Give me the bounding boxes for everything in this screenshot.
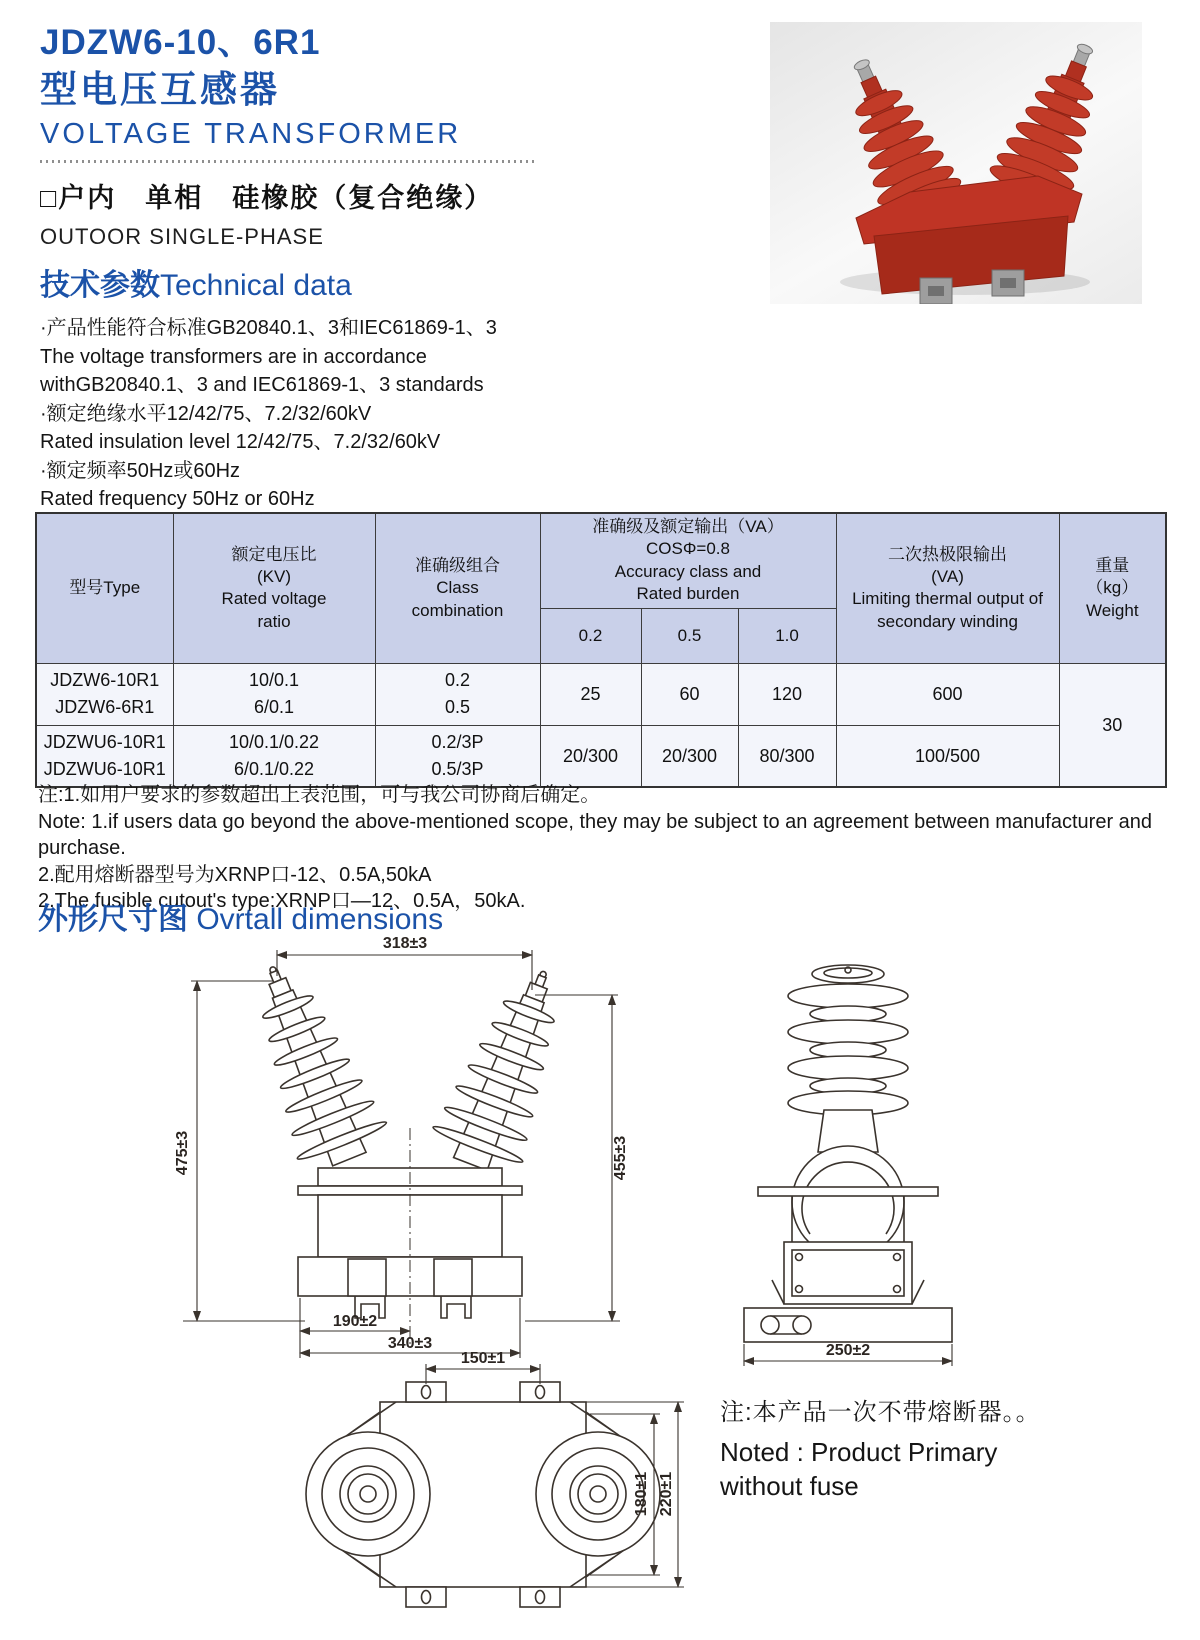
dim-front-height-left: 475±3	[174, 1130, 191, 1176]
col-header-burden-02: 0.2	[540, 608, 641, 663]
product-type-line-zh: □户内 单相 硅橡胶（复合绝缘）	[40, 182, 494, 213]
dim-front-height-right: 455±3	[612, 1135, 629, 1181]
note-line: 2.配用熔断器型号为XRNP口-12、0.5A,50kA	[38, 863, 432, 886]
tech-line: ·产品性能符合标准GB20840.1、3和IEC61869-1、3	[40, 317, 497, 339]
dimensions-heading-zh: 外形尺寸图	[38, 903, 188, 936]
product-type-line-en: OUTOOR SINGLE-PHASE	[40, 223, 324, 249]
top-left-bushing	[306, 1432, 430, 1556]
bottom-note-en-1: Noted : Product Primary	[720, 1437, 998, 1467]
bottom-note-en-2: without fuse	[720, 1471, 859, 1501]
note-line: 注:1.如用户要求的参数超出上表范围，可与我公司协商后确定。	[38, 784, 601, 806]
table-row	[36, 725, 1166, 787]
cell-type: JDZWU6-10R1 JDZWU6-10R1	[36, 725, 173, 787]
page-title-zh: 型电压互感器	[40, 68, 280, 110]
cell-thermal: 100/500	[836, 725, 1059, 787]
side-view-drawing	[688, 940, 1008, 1370]
cell-burden-05: 60	[641, 663, 738, 725]
tech-line: Rated frequency 50Hz or 60Hz	[40, 488, 315, 510]
side-dimensions	[744, 1342, 952, 1366]
bottom-note	[720, 1392, 1150, 1503]
cell-weight: 30	[1059, 663, 1166, 787]
note-line: 2.The fusible cutout's type:XRNP口—12、0.5A，50kA.	[38, 890, 526, 912]
technical-data-heading-en: Technical data	[160, 269, 352, 302]
side-base	[744, 1308, 952, 1342]
front-right-bushing	[426, 954, 589, 1181]
tech-line: Rated insulation level 12/42/75、7.2/32/60kV	[40, 431, 441, 453]
tech-line: The voltage transformers are in accordance	[40, 345, 427, 368]
dim-top-height-total: 220±1	[658, 1471, 675, 1517]
front-left-bushing	[227, 949, 394, 1177]
col-header-type: 型号Type	[36, 513, 173, 663]
note-line: Note: 1.if users data go beyond the above-mentioned scope, they may be subject to an agreement between manufacturer and purchase.	[38, 810, 1153, 859]
page-subtitle-en: VOLTAGE TRANSFORMER	[40, 117, 462, 150]
cell-burden-02: 20/300	[540, 725, 641, 787]
col-header-accuracy-group: 准确级及额定输出（VA） COSΦ=0.8 Accuracy class and Rated burden	[540, 513, 836, 608]
col-header-burden-10: 1.0	[738, 608, 836, 663]
header	[40, 20, 740, 250]
spec-table	[35, 512, 1167, 788]
col-header-class: 准确级组合 Class combination	[375, 513, 540, 663]
cell-burden-05: 20/300	[641, 725, 738, 787]
cell-burden-10: 80/300	[738, 725, 836, 787]
dim-front-width-inner: 190±2	[332, 1313, 378, 1330]
product-photo-illustration	[770, 22, 1142, 304]
page-title-model: JDZW6-10、6R1	[40, 23, 321, 62]
dimensions-heading-en: Ovrtall dimensions	[196, 903, 444, 936]
cell-ratio: 10/0.1/0.22 6/0.1/0.22	[173, 725, 375, 787]
table-row	[36, 663, 1166, 725]
dim-front-width-top: 318±3	[382, 935, 428, 952]
dim-top-width: 150±1	[460, 1352, 506, 1367]
technical-data-section	[40, 260, 700, 514]
bottom-note-zh: 注:本产品一次不带熔断器。。	[720, 1399, 1041, 1426]
front-view-drawing	[165, 928, 635, 1363]
product-photo	[770, 22, 1142, 304]
tech-line: withGB20840.1、3 and IEC61869-1、3 standards	[40, 374, 484, 396]
cell-class: 0.2/3P 0.5/3P	[375, 725, 540, 787]
technical-data-heading-zh: 技术参数	[40, 269, 160, 302]
technical-data-heading	[40, 260, 700, 304]
top-view-drawing	[268, 1352, 698, 1637]
cell-type: JDZW6-10R1 JDZW6-6R1	[36, 663, 173, 725]
cell-thermal: 600	[836, 663, 1059, 725]
dim-front-width-total: 340±3	[387, 1335, 433, 1352]
col-header-burden-05: 0.5	[641, 608, 738, 663]
dim-top-height-inner: 180±1	[633, 1471, 650, 1517]
side-bushing	[788, 965, 908, 1152]
tech-line: ·额定绝缘水平12/42/75、7.2/32/60kV	[40, 402, 372, 425]
col-header-weight: 重量 （kg） Weight	[1059, 513, 1166, 663]
cell-burden-02: 25	[540, 663, 641, 725]
dim-side-base-width: 250±2	[825, 1342, 871, 1359]
col-header-thermal: 二次热极限输出 (VA) Limiting thermal output of secondary winding	[836, 513, 1059, 663]
cell-class: 0.2 0.5	[375, 663, 540, 725]
dotted-divider	[40, 160, 537, 163]
tech-line: ·额定频率50Hz或60Hz	[40, 459, 241, 482]
side-body	[758, 1146, 938, 1304]
cell-burden-10: 120	[738, 663, 836, 725]
cell-ratio: 10/0.1 6/0.1	[173, 663, 375, 725]
col-header-ratio: 额定电压比 (KV) Rated voltage ratio	[173, 513, 375, 663]
